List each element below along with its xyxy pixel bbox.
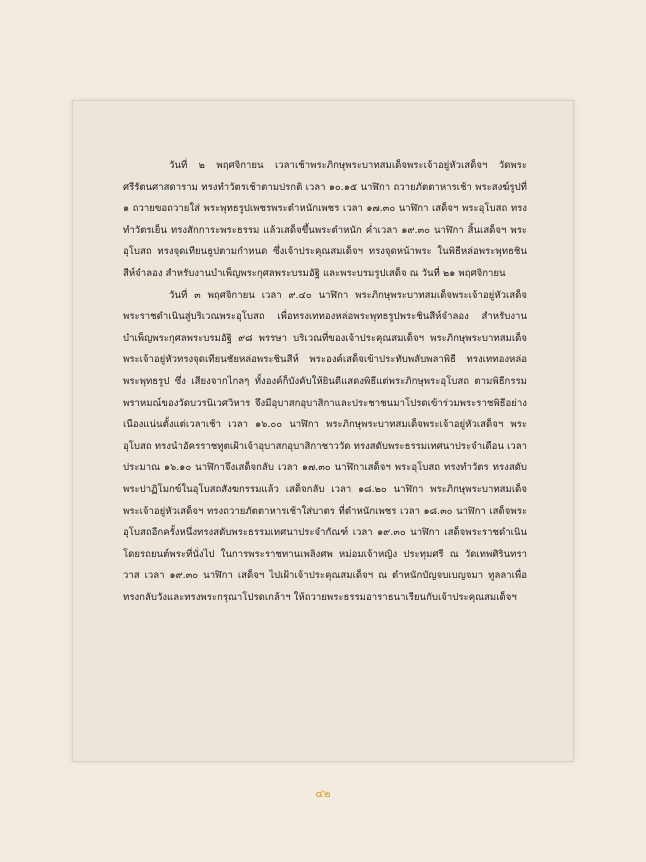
body-text: [123, 155, 527, 608]
page-number: ๔๒: [315, 787, 331, 800]
document-page: [72, 100, 574, 762]
paragraph-nov-2: วันที่ ๒ พฤศจิกายน เวลาเช้าพระภิกษุพระบาทสมเด็จพระเจ้าอยู่หัวเสด็จฯ วัดพระศรีรัตนศาสดาราม ทรงทำวัตรเช้าตามปรกติ เวลา ๑๐.๑๕ นาฬิกา ถวายภัตตาหารเช้า พระสงฆ์รูปที่ ๑ ถวายขอถวายใส่ พระพุทธรูปเพชรพระตำหนักเพชร เวลา ๑๗.๓๐ นาฬิกา เสด็จฯ พระอุโบสถ ทรงทำวัตรเย็น ทรงสักการะพระธรรม แล้วเสด็จขึ้นพระตำหนัก ค่ำเวลา ๑๙.๓๐ นาฬิกา สิ้นเสด็จฯ พระอุโบสถ ทรงจุดเทียนธูปตามกำหนด ซึ่งเจ้าประคุณสมเด็จฯ ทรงจุดหน้าพระ ในพิธีหล่อพระพุทธชินสีห์จำลอง สำหรับงานบำเพ็ญพระกุศลพระบรมอัฐิ และพระบรมรูปเสด็จ ณ วันที่ ๒๑ พฤศจิกายน: [123, 160, 527, 279]
paragraph-nov-3: วันที่ ๓ พฤศจิกายน เวลา ๙.๔๐ นาฬิกา พระภิกษุพระบาทสมเด็จพระเจ้าอยู่หัวเสด็จพระราชดำเนินสู่บริเวณพระอุโบสถ เพื่อทรงเททองหล่อพระพุทธรูปพระชินสีห์จำลอง สำหรับงานบำเพ็ญพระกุศลพระบรมอัฐิ ๙๘ พรรษา บริเวณที่ของเจ้าประคุณสมเด็จฯ พระภิกษุพระบาทสมเด็จพระเจ้าอยู่หัวทรงจุดเทียนชัยหล่อพระชินสีห์ พระองค์เสด็จเข้าประทับพลับพลาพิธี ทรงเททองหล่อพระพุทธรูป ซึ่ง เสียงจากไกลๆ ทั้งองค์ก็บังคับให้ยินดีแสดงพิธีแต่พระภิกษุพระอุโบสถ ตามพิธีกรรมพราหมณ์ของวัดบวรนิเวศวิหาร จึงมีอุบาสกอุบาสิกาและประชาชนมาโปรดเข้าร่วมพระราชพิธีอย่างเนืองแน่นตั้งแต่เวลาเช้า เวลา ๑๖.๐๐ นาฬิกา พระภิกษุพระบาทสมเด็จพระเจ้าอยู่หัวเสด็จฯ พระอุโบสถ ทรงนำอัครราชทูตเฝ้าเจ้าอุบาสกอุบาสิกาชาววัด ทรงสดับพระธรรมเทศนาประจำเดือน เวลาประมาณ ๑๖.๑๐ นาฬิกาจึงเสด็จกลับ เวลา ๑๗.๓๐ นาฬิกาเสด็จฯ พระอุโบสถ ทรงทำวัตร ทรงสดับพระปาฏิโมกข์ในอุโบสถสังฆกรรมแล้ว เสด็จกลับ เวลา ๑๘.๒๐ นาฬิกา พระภิกษุพระบาทสมเด็จพระเจ้าอยู่หัวเสด็จฯ ทรงถวายภัตตาหารเช้าใส่บาตร ที่ตำหนักเพชร เวลา ๑๘.๓๐ นาฬิกา เสด็จพระอุโบสถอีกครั้งหนึ่งทรงสดับพระธรรมเทศนาประจำกัณฑ์ เวลา ๑๙.๓๐ นาฬิกา เสด็จพระราชดำเนินโดยรถยนต์พระที่นั่งไป ในการพระราชทานเพลิงศพ หม่อมเจ้าหญิง ประทุมศรี ณ วัดเทพศิรินทราวาส เวลา ๑๙.๓๐ นาฬิกา เสด็จฯ ไปเฝ้าเจ้าประคุณสมเด็จฯ ณ ตำหนักบัญจบเบญจมา ทูลลาเพื่อทรงกลับวังและทรงพระกรุณาโปรดเกล้าฯ ให้ถวายพระธรรมอาราธนาเรียนกับเจ้าประคุณสมเด็จฯ: [123, 289, 527, 603]
